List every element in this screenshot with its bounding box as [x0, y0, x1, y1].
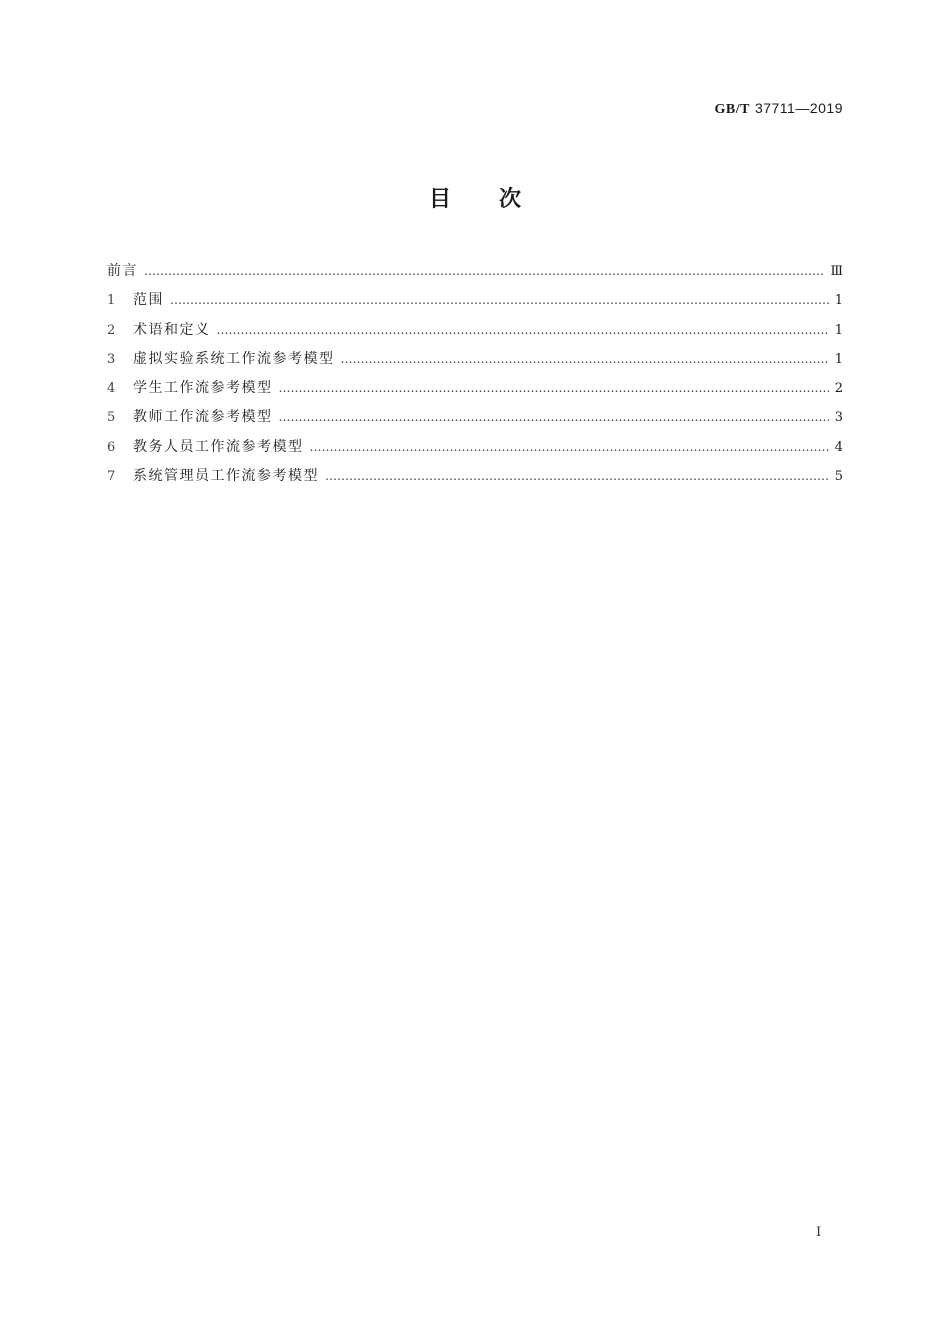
toc-leader	[325, 465, 829, 487]
toc-number: 2	[107, 322, 117, 338]
toc-entry-2[interactable]	[107, 319, 843, 348]
toc-number: 1	[107, 293, 117, 309]
toc-page: 1	[834, 322, 843, 338]
page-number: Ⅰ	[816, 1225, 822, 1240]
toc-entry-4[interactable]	[107, 377, 843, 406]
page-title: 目次	[428, 187, 569, 212]
toc-label: 学生工作流参考模型	[133, 380, 273, 397]
toc-label: 术语和定义	[133, 321, 211, 338]
toc-leader	[310, 436, 829, 458]
standard-number: 37711—2019	[754, 100, 843, 116]
table-of-contents	[107, 260, 843, 494]
toc-page: 1	[834, 351, 843, 367]
toc-page: 4	[834, 439, 843, 455]
toc-leader	[279, 406, 829, 428]
toc-label: 教务人员工作流参考模型	[133, 438, 304, 455]
toc-page: 5	[834, 469, 843, 485]
toc-page: Ⅲ	[830, 264, 843, 279]
toc-label: 范围	[133, 292, 164, 309]
toc-leader	[217, 319, 829, 341]
toc-label: 系统管理员工作流参考模型	[133, 468, 319, 485]
toc-number: 5	[107, 410, 117, 426]
toc-page: 3	[834, 410, 843, 426]
toc-number: 4	[107, 381, 117, 397]
toc-entry-5[interactable]	[107, 406, 843, 435]
toc-leader	[279, 377, 829, 399]
toc-label: 虚拟实验系统工作流参考模型	[133, 350, 335, 367]
toc-number: 7	[107, 469, 117, 485]
toc-entry-6[interactable]	[107, 436, 843, 465]
standard-code	[715, 100, 843, 118]
toc-entry-1[interactable]	[107, 289, 843, 318]
toc-page: 2	[834, 381, 843, 397]
toc-entry-foreword[interactable]	[107, 260, 843, 289]
toc-label: 教师工作流参考模型	[133, 409, 273, 426]
toc-leader	[144, 260, 824, 282]
standard-prefix: GB/T	[714, 102, 750, 117]
toc-page: 1	[834, 293, 843, 309]
toc-leader	[341, 348, 829, 370]
toc-number: 6	[107, 439, 117, 455]
toc-entry-3[interactable]	[107, 348, 843, 377]
toc-number: 3	[107, 351, 117, 367]
toc-leader	[170, 289, 829, 311]
toc-entry-7[interactable]	[107, 465, 843, 494]
toc-label: 前言	[107, 263, 138, 279]
